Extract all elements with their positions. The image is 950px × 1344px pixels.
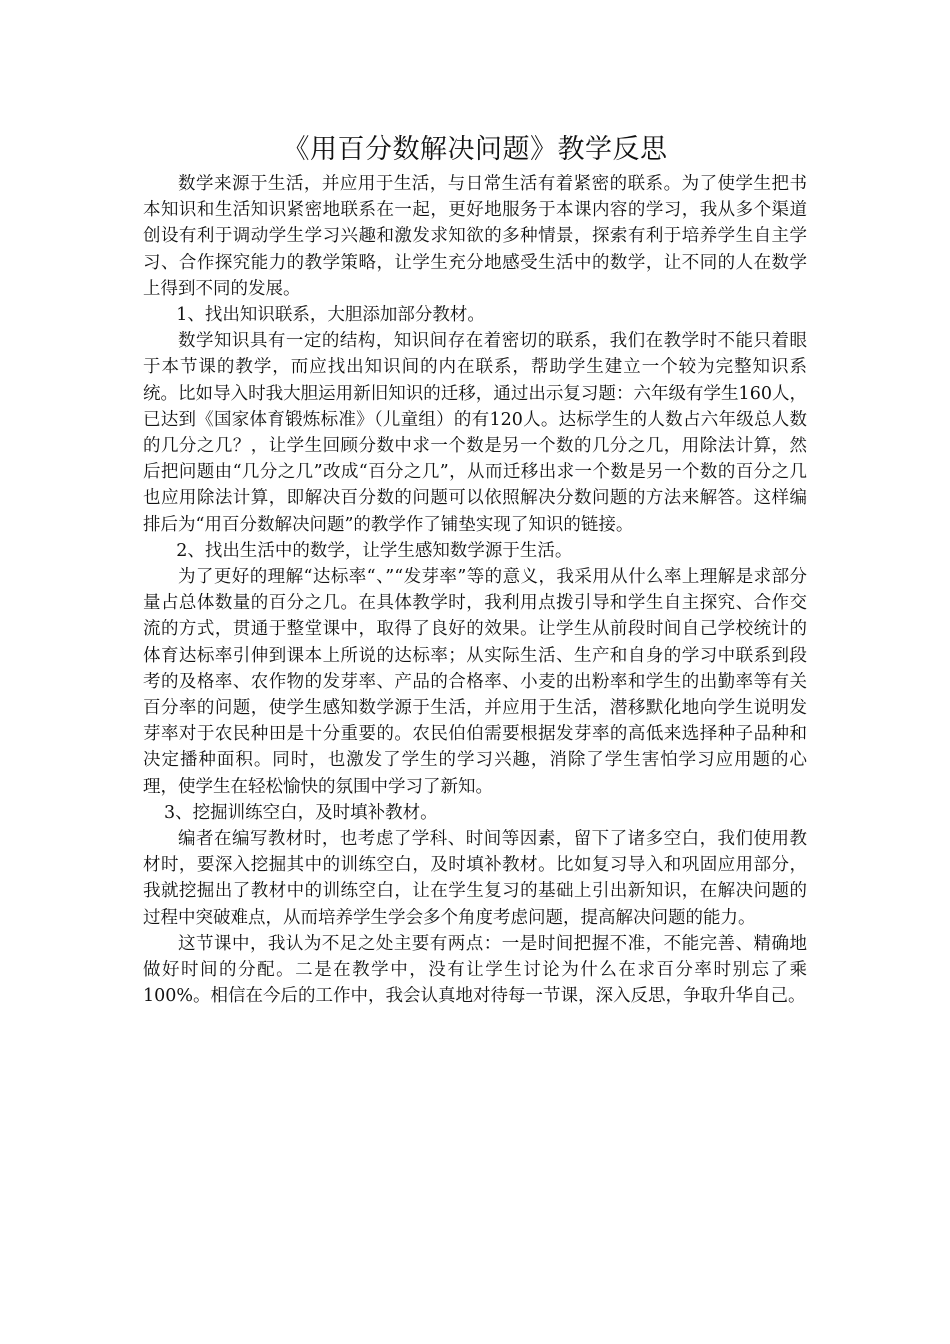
section-heading-3: 3、挖掘训练空白，及时填补教材。 <box>164 802 438 823</box>
section-body-1: 数学知识具有一定的结构，知识间存在着密切的联系，我们在教学时不能只着眼于本节课的教学，而应找出知识间的内在联系，帮助学生建立一个较为完整知识系统。比如导入时我大胆运用新旧知识的迁移，通过出示复习题：六年级有学生160人，已达到《国家体育锻炼标准》（儿童组）的有120人。达标学生的人数占六年级总人数的几分之几？，让学生回顾分数中求一个数是另一个数的几分之几，用除法计算，然后把问题由“几分之几”改成“百分之几”，从而迁移出求一个数是另一个数的百分之几也应用除法计算，即解决百分数的问题可以依照解决分数问题的方法来解答。这样编排后为“用百分数解决问题”的教学作了铺垫实现了知识的链接。 <box>143 331 807 535</box>
section-heading-2: 2、找出生活中的数学，让学生感知数学源于生活。 <box>176 540 573 561</box>
document-body <box>143 130 807 1010</box>
section-heading-1: 1、找出知识联系，大胆添加部分教材。 <box>176 305 485 326</box>
section-body-3: 编者在编写教材时，也考虑了学科、时间等因素，留下了诸多空白，我们使用教材时，要深入挖掘其中的训练空白，及时填补教材。比如复习导入和巩固应用部分，我就挖掘出了教材中的训练空白，让在学生复习的基础上引出新知识，在解决问题的过程中突破难点，从而培养学生学会多个角度考虑问题，提高解决问题的能力。 <box>143 829 807 928</box>
intro-paragraph: 数学来源于生活，并应用于生活，与日常生活有着紧密的联系。为了使学生把书本知识和生活知识紧密地联系在一起，更好地服务于本课内容的学习，我从多个渠道创设有利于调动学生学习兴趣和激发求知欲的多种情景，探索有利于培养学生自主学习、合作探究能力的教学策略，让学生充分地感受生活中的数学，让不同的人在数学上得到不同的发展。 <box>143 174 807 299</box>
document-title: 《用百分数解决问题》教学反思 <box>282 134 668 165</box>
section-body-2: 为了更好的理解“达标率“、”“发芽率”等的意义，我采用从什么率上理解是求部分量占总体数量的百分之几。在具体教学时，我利用点拨引导和学生自主探究、合作交流的方式，贯通于整堂课中，取得了良好的效果。让学生从前段时间自己学校统计的体育达标率引伸到课本上所说的达标率；从实际生活、生产和自身的学习中联系到段考的及格率、农作物的发芽率、产品的合格率、小麦的出粉率和学生的出勤率等有关百分率的问题，使学生感知数学源于生活，并应用于生活，潜移默化地向学生说明发芽率对于农民种田是十分重要的。农民伯伯需要根据发芽率的高低来选择种子品种和决定播种面积。同时，也激发了学生的学习兴趣，消除了学生害怕学习应用题的心理，使学生在轻松愉快的氛围中学习了新知。 <box>143 567 807 797</box>
conclusion-paragraph: 这节课中，我认为不足之处主要有两点：一是时间把握不准，不能完善、精确地做好时间的分配。二是在教学中，没有让学生讨论为什么在求百分率时别忘了乘100%。相信在今后的工作中，我会认真地对待每一节课，深入反思，争取升华自己。 <box>143 933 807 1007</box>
